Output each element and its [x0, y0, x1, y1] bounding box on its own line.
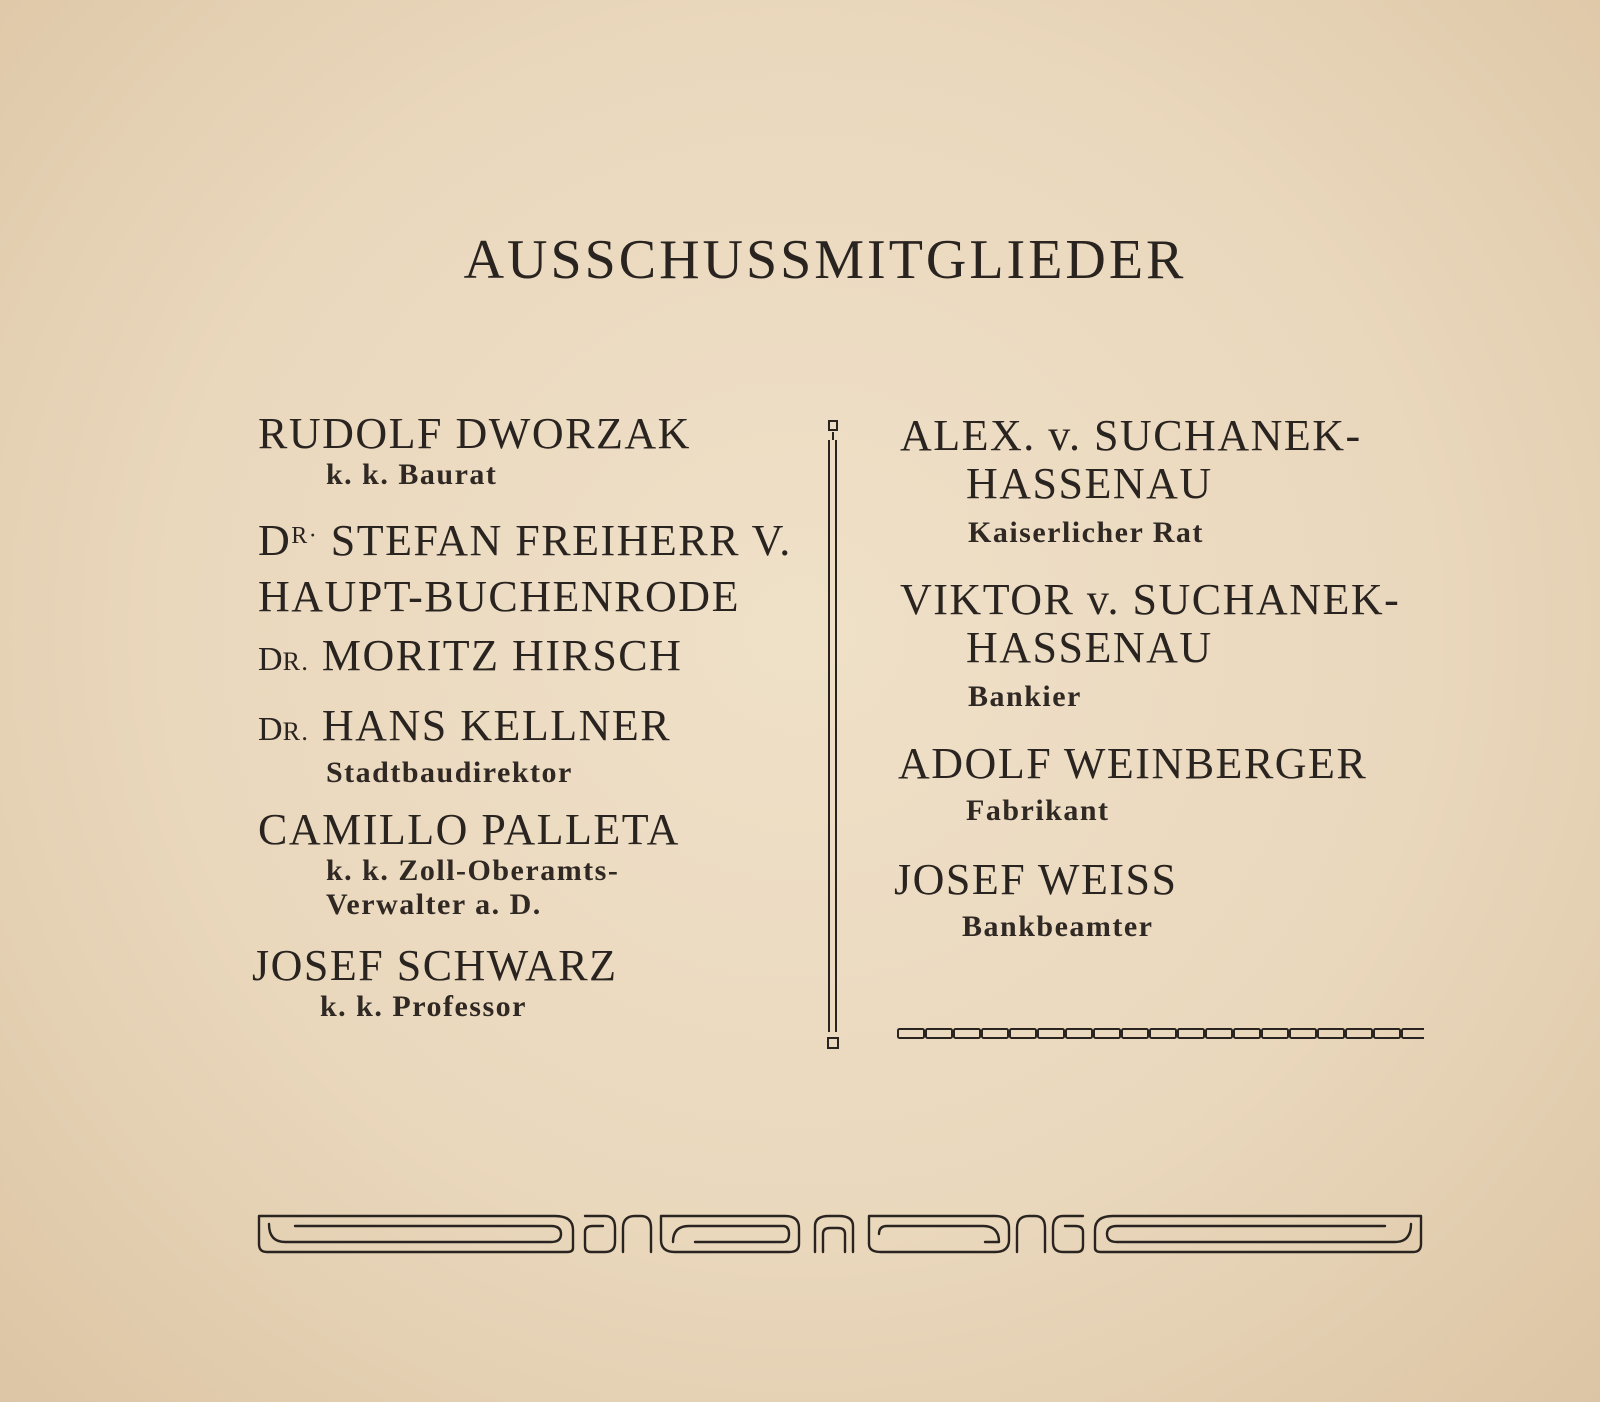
chain-link [1234, 1029, 1260, 1038]
member-name-line1: STEFAN FREIHERR V. [318, 516, 792, 565]
member-title-line1: k. k. Zoll-Oberamts- [326, 854, 620, 887]
chain-link [1150, 1029, 1176, 1038]
member-entry [900, 576, 1400, 714]
chain-link [1038, 1029, 1064, 1038]
bottom-scroll-ornament [255, 1208, 1425, 1256]
member-name-text: MORITZ HIRSCH [309, 631, 683, 680]
member-name: ADOLF WEINBERGER [898, 739, 1368, 788]
member-title: Bankbeamter [962, 910, 1154, 943]
member-entry [258, 806, 680, 922]
member-name: CAMILLO PALLETA [258, 805, 680, 854]
chain-link [926, 1029, 952, 1038]
chain-link [898, 1029, 924, 1038]
member-name-line2: HASSENAU [966, 459, 1213, 508]
chain-link [1346, 1029, 1372, 1038]
chain-link [982, 1029, 1008, 1038]
chain-link [954, 1029, 980, 1038]
member-title: Stadtbaudirektor [326, 756, 573, 789]
member-entry [900, 412, 1362, 550]
member-name-line2: HAUPT-BUCHENRODE [258, 572, 740, 621]
member-title: Bankier [968, 680, 1082, 713]
chain-link [1066, 1029, 1092, 1038]
member-name-line1: VIKTOR v. SUCHANEK- [900, 575, 1401, 624]
chain-link [1402, 1029, 1424, 1038]
page-title: AUSSCHUSSMITGLIEDER [463, 229, 1187, 291]
chain-rule-ornament [896, 1024, 1424, 1044]
dr-prefix-superscript: R· [291, 523, 319, 549]
member-entry [258, 702, 671, 790]
member-name-line2: HASSENAU [966, 623, 1213, 672]
chain-link [1318, 1029, 1344, 1038]
chain-link [1122, 1029, 1148, 1038]
member-title-line2: Verwalter a. D. [326, 888, 542, 921]
member-entry [894, 856, 1177, 944]
dr-prefix: D [258, 641, 283, 678]
member-title: Kaiserlicher Rat [968, 516, 1204, 549]
member-title: k. k. Baurat [326, 458, 498, 491]
chain-link [1290, 1029, 1316, 1038]
member-name [258, 702, 671, 756]
chain-link [1374, 1029, 1400, 1038]
member-name-text: HANS KELLNER [309, 701, 672, 750]
member-entry [252, 942, 617, 1024]
chain-link [1178, 1029, 1204, 1038]
chain-link [1206, 1029, 1232, 1038]
member-name [258, 512, 792, 565]
chain-link [1010, 1029, 1036, 1038]
dr-prefix-small: R. [282, 717, 310, 746]
chain-link [1262, 1029, 1288, 1038]
member-name: JOSEF WEISS [894, 855, 1178, 904]
dr-prefix: D [258, 711, 283, 748]
dr-prefix: D [258, 516, 292, 565]
dr-prefix-small: R. [282, 647, 310, 676]
member-title: Fabrikant [966, 794, 1110, 827]
member-title: k. k. Professor [320, 990, 527, 1023]
vertical-divider-ornament [822, 420, 844, 1050]
member-name: RUDOLF DWORZAK [258, 409, 691, 458]
member-entry [258, 632, 682, 686]
member-entry [258, 512, 792, 621]
chain-link [1094, 1029, 1120, 1038]
member-name-line1: ALEX. v. SUCHANEK- [900, 411, 1362, 460]
member-entry [258, 410, 691, 492]
member-entry [898, 740, 1367, 828]
member-name: JOSEF SCHWARZ [252, 941, 618, 990]
member-name [258, 632, 682, 686]
